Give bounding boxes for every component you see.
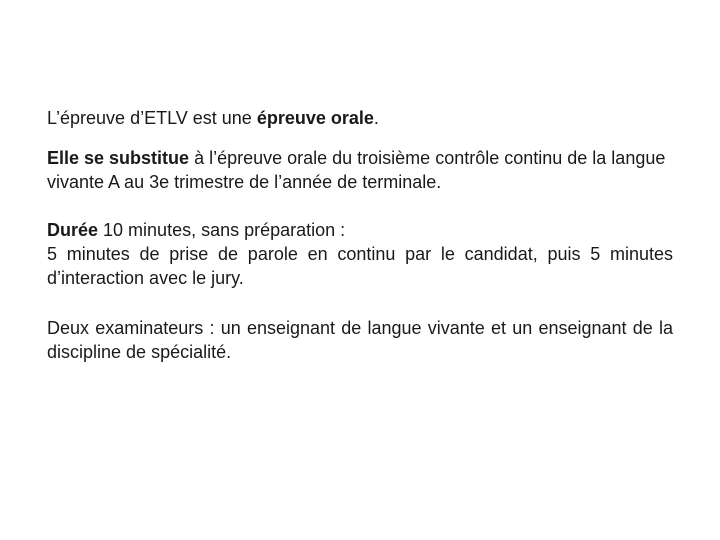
exam-type-text: L’épreuve d’ETLV est une xyxy=(47,108,257,128)
duration-label: Durée xyxy=(47,220,99,240)
slide-content xyxy=(47,106,673,384)
exam-type-emphasis: épreuve orale xyxy=(256,108,374,128)
substitution-text: à l’épreuve orale du troisième contrôle continu de la langue vivante A au 3e trimestre de l’année de terminale. xyxy=(47,148,666,192)
paragraph-examiners xyxy=(47,316,673,364)
examiners-text: Deux examinateurs : un enseignant de langue vivante et un enseignant de la discipline de spécialité. xyxy=(47,318,673,362)
paragraph-substitution xyxy=(47,146,673,194)
paragraph-duration xyxy=(47,218,673,290)
duration-details: 5 minutes de prise de parole en continu par le candidat, puis 5 minutes d’interaction avec le jury. xyxy=(47,244,673,288)
duration-value: 10 minutes, sans préparation : xyxy=(98,220,346,240)
paragraph-exam-type xyxy=(47,106,673,130)
substitution-emphasis: Elle se substitue xyxy=(47,148,190,168)
exam-type-period: . xyxy=(373,108,379,128)
